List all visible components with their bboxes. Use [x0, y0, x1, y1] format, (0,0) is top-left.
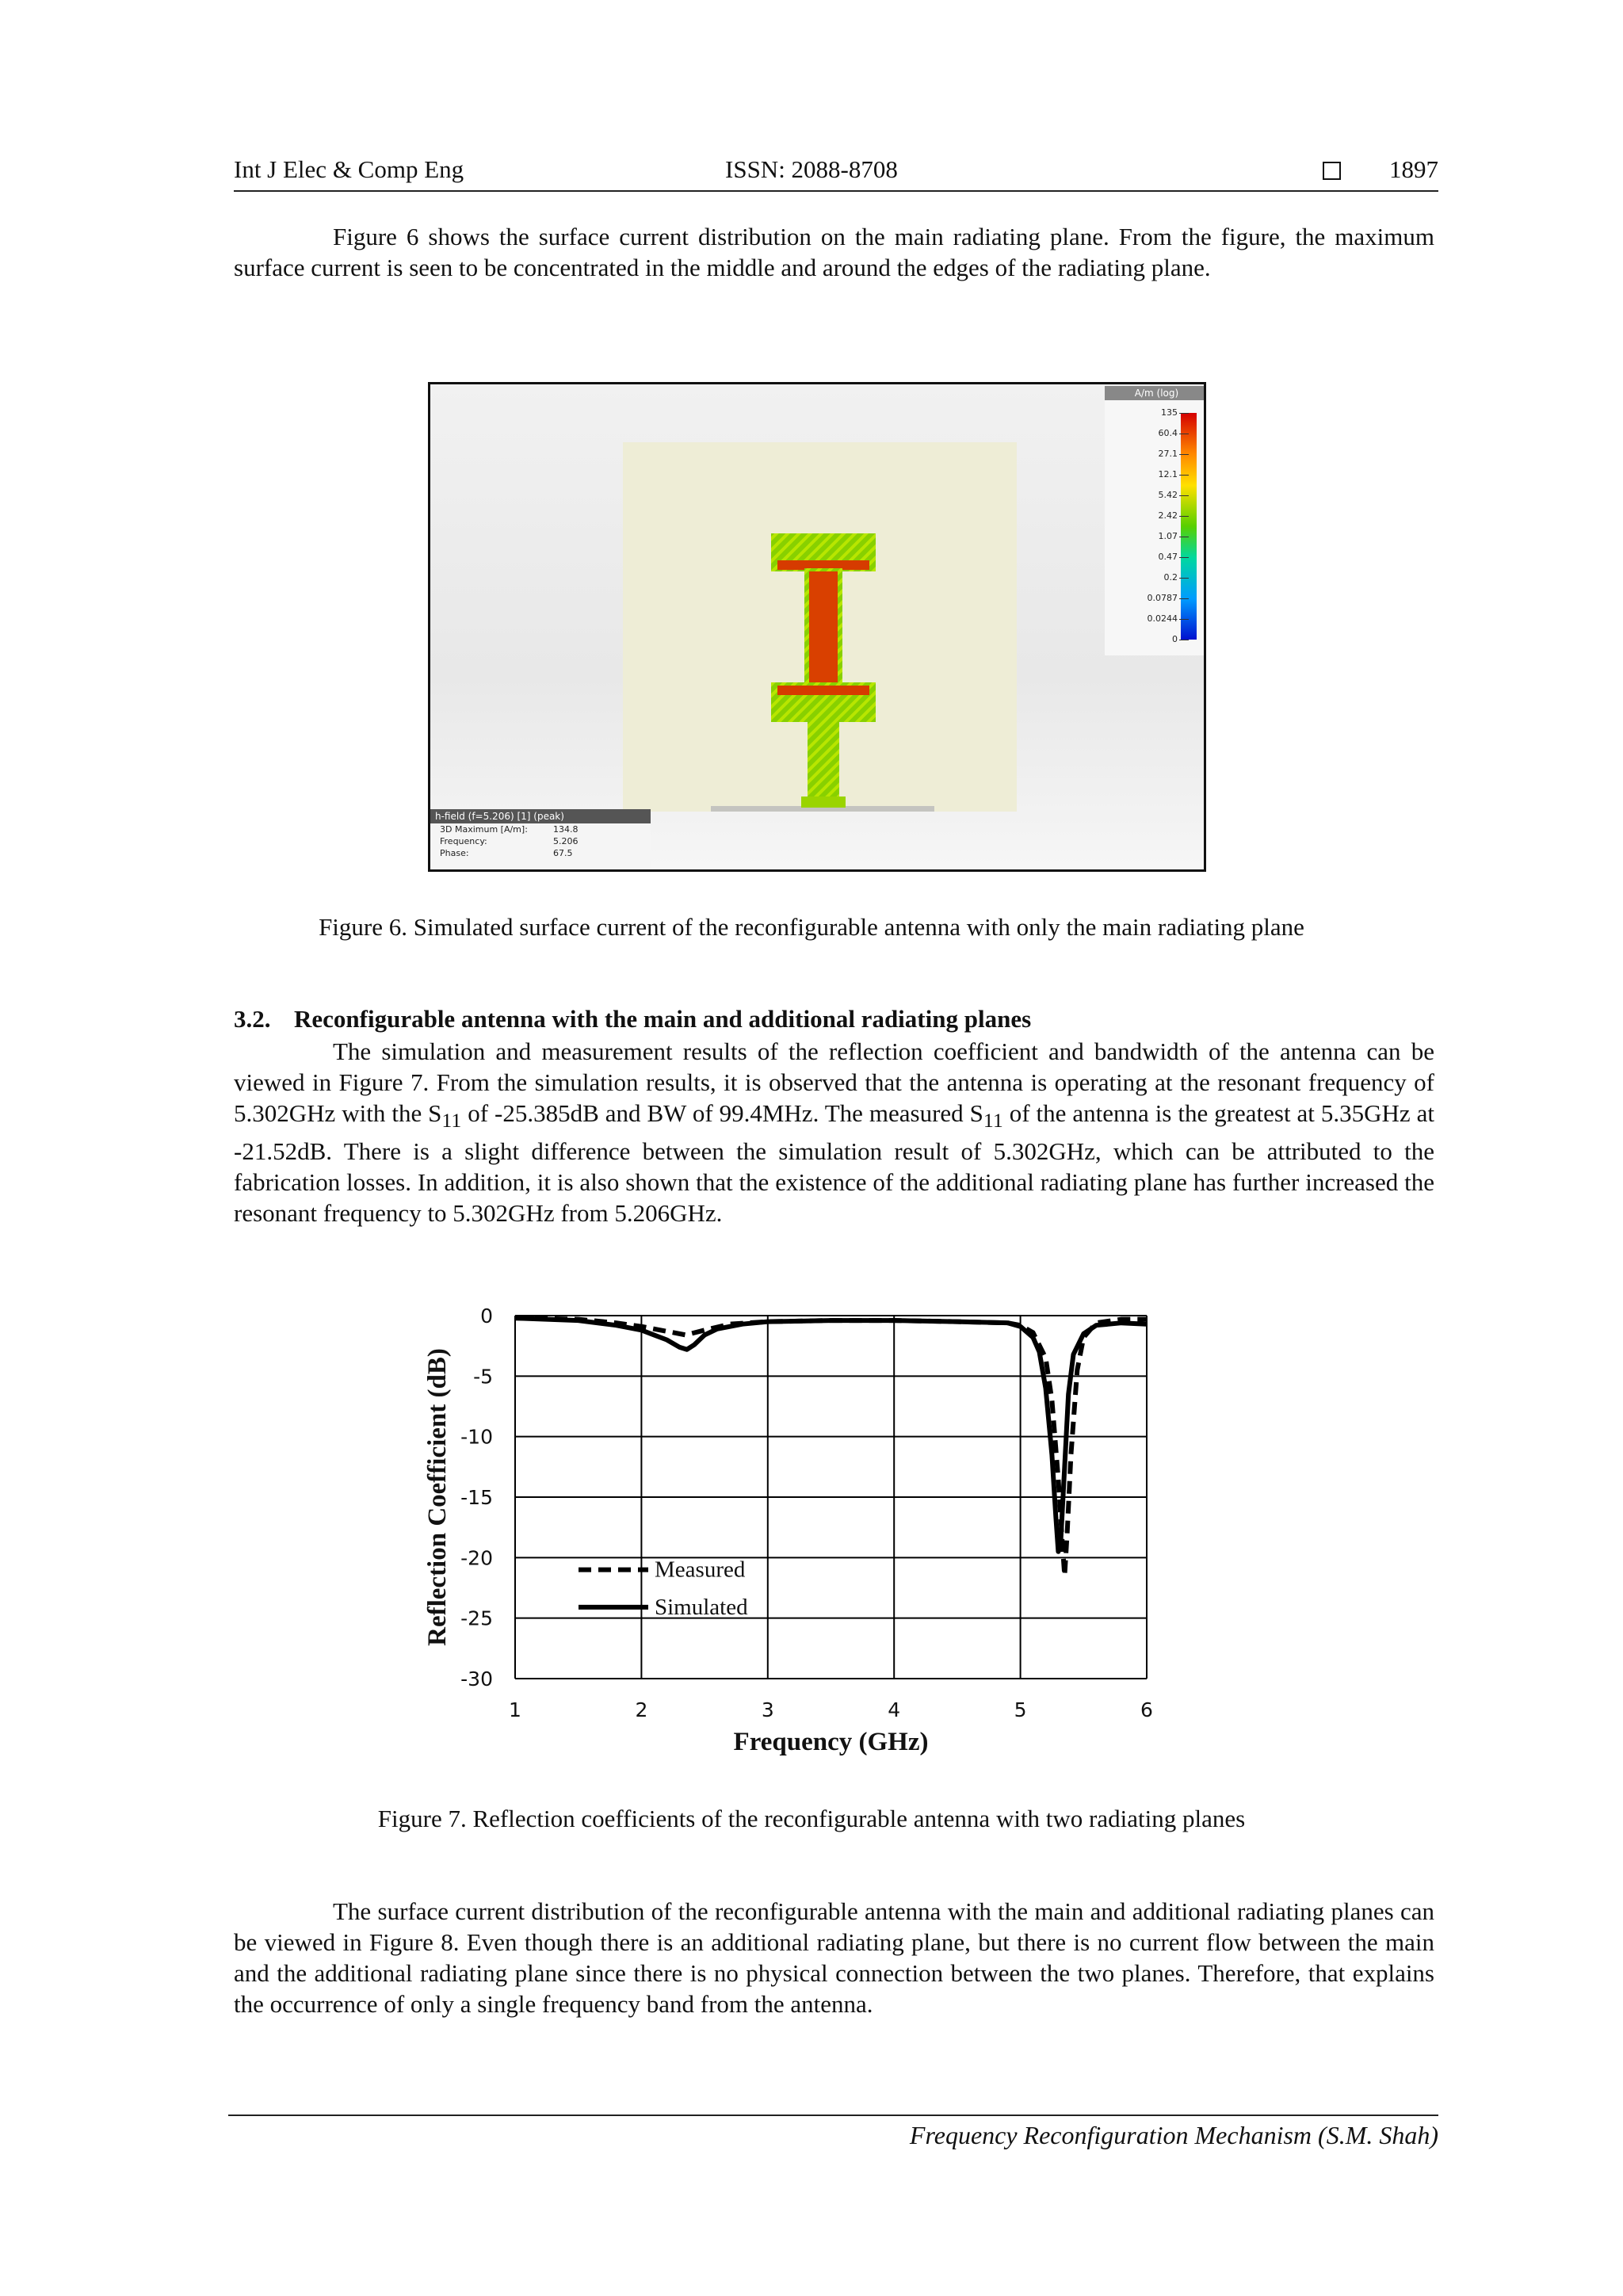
antenna-feed-line — [808, 720, 839, 806]
antenna-upper-stem-core — [809, 571, 838, 684]
colorbar-tick-label: 60.4 — [1105, 428, 1178, 439]
checkbox-square-icon — [1323, 162, 1341, 180]
figure-6-simulation-image — [428, 382, 1206, 872]
x-tick-label: 6 — [1140, 1698, 1153, 1721]
field-info-title: h-field (f=5.206) [1] (peak) — [430, 809, 651, 823]
running-header — [234, 155, 1438, 192]
y-tick-label: -20 — [460, 1546, 493, 1570]
colorbar-legend — [1105, 386, 1206, 655]
issn: ISSN: 2088-8708 — [725, 155, 898, 183]
section-heading — [234, 1005, 1031, 1033]
y-tick-label: -5 — [473, 1365, 493, 1389]
paragraph-figure6-description: Figure 6 shows the surface current distribution on the main radiating plane. From the figure, the maximum surface current is seen to be concentrated in the middle and around the edges of the radiating plane. — [234, 223, 1434, 281]
x-tick-label: 1 — [509, 1698, 521, 1721]
field-info-row: 3D Maximum [A/m]: 134.8 — [440, 824, 579, 835]
y-tick-label: -15 — [460, 1486, 493, 1509]
colorbar-title: A/m (log) — [1105, 386, 1206, 400]
figure-6-caption: Figure 6. Simulated surface current of the reconfigurable antenna with only the main radiating plane — [319, 913, 1304, 941]
series-line-simulated — [515, 1318, 1147, 1552]
x-axis-label: Frequency (GHz) — [733, 1728, 929, 1756]
x-tick-label: 3 — [761, 1698, 774, 1721]
figure-7-caption: Figure 7. Reflection coefficients of the reconfigurable antenna with two radiating planes — [377, 1805, 1246, 1832]
x-tick-label: 4 — [888, 1698, 901, 1721]
y-tick-label: -25 — [460, 1606, 493, 1630]
colorbar-tick-label: 0.0244 — [1105, 613, 1178, 625]
antenna-current-plot — [430, 384, 1206, 872]
field-info-row: Phase: 67.5 — [440, 848, 573, 858]
x-tick-label: 2 — [635, 1698, 648, 1721]
colorbar-tick-label: 5.42 — [1105, 490, 1178, 501]
colorbar-tick-label: 0.47 — [1105, 552, 1178, 563]
colorbar-tick-label: 0.2 — [1105, 572, 1178, 583]
antenna-feed-port — [801, 797, 846, 808]
colorbar-tick-label: 27.1 — [1105, 449, 1178, 460]
colorbar-tick-label: 0.0787 — [1105, 593, 1178, 604]
y-tick-label: -30 — [460, 1668, 493, 1690]
paragraph-reflection-results: The simulation and measurement results of the reflection coefficient and bandwidth of the antenna can be viewed in Figure 7. From the simulation results, it is observed that the antenna is operating at the resonant frequency of 5.302GHz with the $S_{11}$ of -25.385dB and BW of 99.4MHz. The measured $S_{11}$ of the antenna is the greatest at 5.35GHz at -21.52dB. There is a slight difference between the simulation result of 5.302GHz, which can be attributed to the fabrication losses. In addition, it is also shown that the existence of the additional radiating plane has further increased the resonant frequency to 5.302GHz from 5.206GHz. — [234, 1037, 1434, 1228]
section-title: Reconfigurable antenna with the main and additional radiating planes — [294, 1005, 1032, 1033]
page-number: 1897 — [1389, 155, 1438, 183]
colorbar-gradient — [1181, 413, 1197, 640]
antenna-middle-patch-edge — [777, 686, 869, 695]
x-tick-label: 5 — [1014, 1698, 1027, 1721]
legend-label-simulated: Simulated — [655, 1594, 748, 1620]
figure-7-reflection-chart — [412, 1292, 1220, 1799]
colorbar-tick-label: 1.07 — [1105, 531, 1178, 542]
y-tick-label: 0 — [480, 1305, 493, 1328]
y-axis-label: Reflection Coefficient (dB) — [423, 1348, 452, 1646]
colorbar-tick-label: 0 — [1105, 634, 1178, 645]
field-info-panel — [430, 809, 651, 872]
colorbar-tick-label: 12.1 — [1105, 469, 1178, 480]
colorbar-tick-label: 135 — [1105, 407, 1178, 418]
y-tick-label: -10 — [460, 1425, 493, 1449]
running-footer: Frequency Reconfiguration Mechanism (S.M. Shah) — [909, 2121, 1438, 2149]
footer-rule — [228, 2115, 1438, 2116]
field-info-row: Frequency: 5.206 — [440, 836, 579, 846]
colorbar-tick-label: 2.42 — [1105, 510, 1178, 521]
section-number: 3.2. — [234, 1005, 271, 1033]
journal-name: Int J Elec & Comp Eng — [234, 155, 464, 183]
legend-label-measured: Measured — [655, 1557, 746, 1583]
paragraph-figure8-description: The surface current distribution of the reconfigurable antenna with the main and additional radiating planes can be viewed in Figure 8. Even though there is an additional radiating plane, but there is no current flow between the main and the additional radiating plane since there is no physical connection between the two planes. Therefore, that explains the occurrence of only a single frequency band from the antenna. — [234, 1897, 1434, 2018]
